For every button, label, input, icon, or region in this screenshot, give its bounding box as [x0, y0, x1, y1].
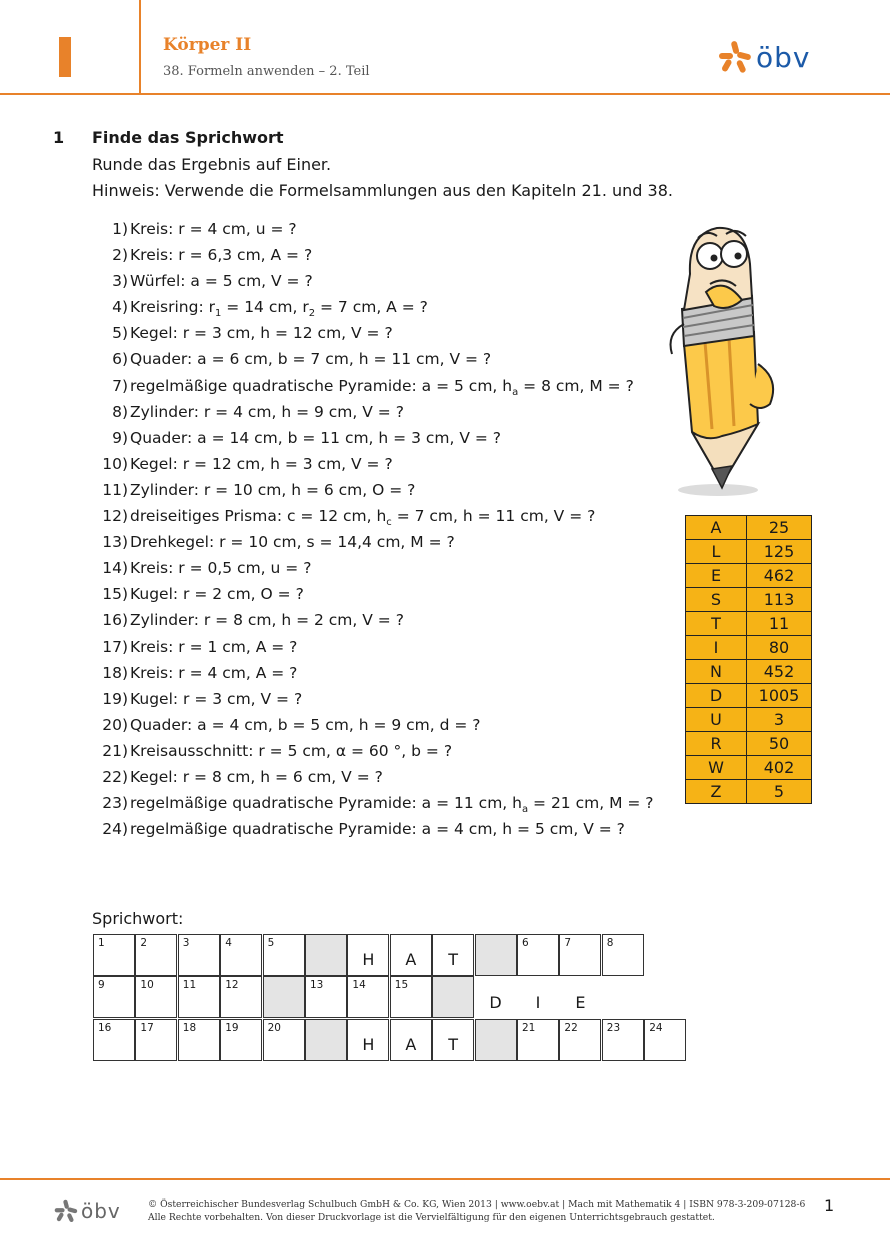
- question-text: [130, 298, 428, 320]
- obv-logo-icon: [54, 1199, 78, 1223]
- task-instruction: Runde das Ergebnis auf Einer.: [92, 155, 332, 174]
- proverb-gap-cell: [305, 934, 347, 976]
- proverb-answer-cell[interactable]: [390, 976, 432, 1018]
- answer-value: 25: [747, 516, 812, 540]
- answer-letter: S: [686, 588, 747, 612]
- answer-key-table: [685, 515, 812, 804]
- answer-value: 402: [747, 756, 812, 780]
- question-item: [92, 584, 654, 610]
- question-item: [92, 245, 654, 271]
- question-text: [130, 794, 654, 816]
- question-item: [92, 402, 654, 428]
- task-hint: Hinweis: Verwende die Formelsammlungen aus den Kapiteln 21. und 38.: [92, 181, 673, 200]
- answer-key-row: [686, 612, 812, 636]
- question-item: [92, 793, 654, 819]
- question-text-part: = 14 cm, r: [221, 298, 309, 317]
- proverb-answer-cell[interactable]: [263, 934, 305, 976]
- question-number: 13): [102, 533, 128, 552]
- question-text: Drehkegel: r = 10 cm, s = 14,4 cm, M = ?: [130, 533, 455, 552]
- cell-number: 6: [522, 937, 529, 949]
- cell-letter: H: [362, 950, 375, 969]
- chapter-title: Körper II: [163, 35, 252, 55]
- question-item: [92, 297, 654, 323]
- answer-key-row: [686, 780, 812, 804]
- answer-value: 50: [747, 732, 812, 756]
- question-text: Quader: a = 4 cm, b = 5 cm, h = 9 cm, d = ?: [130, 715, 481, 734]
- proverb-given-letter-cell: [347, 934, 389, 976]
- question-text: Kugel: r = 2 cm, O = ?: [130, 585, 304, 604]
- question-text: Zylinder: r = 8 cm, h = 2 cm, V = ?: [130, 611, 404, 630]
- proverb-given-letter-cell: [390, 1019, 432, 1061]
- proverb-answer-cell[interactable]: [347, 976, 389, 1018]
- cell-number: 14: [352, 979, 366, 992]
- cell-number: 22: [564, 1021, 578, 1034]
- question-text: Quader: a = 6 cm, b = 7 cm, h = 11 cm, V = ?: [130, 350, 492, 369]
- answer-key-row: [686, 588, 812, 612]
- question-text: [130, 507, 596, 529]
- cell-number: 19: [225, 1021, 239, 1034]
- question-item: [92, 637, 654, 663]
- proverb-answer-cell[interactable]: [178, 1019, 220, 1061]
- answer-letter: R: [686, 732, 747, 756]
- proverb-answer-cell[interactable]: [263, 1019, 305, 1061]
- cell-letter: H: [362, 1034, 375, 1054]
- cell-number: 24: [649, 1021, 663, 1034]
- question-number: 19): [102, 689, 128, 708]
- proverb-gap-cell: [305, 1019, 347, 1061]
- proverb-answer-cell[interactable]: [305, 976, 347, 1018]
- proverb-answer-cell[interactable]: [178, 934, 220, 976]
- proverb-gap-cell: [475, 1019, 517, 1061]
- question-number: 2): [112, 246, 128, 265]
- footer-rights: Alle Rechte vorbehalten. Von dieser Druckvorlage ist die Vervielfältigung für den eigenen Unterrichtsgebrauch gestattet.: [148, 1212, 715, 1223]
- proverb-answer-cell[interactable]: [559, 1019, 601, 1061]
- cell-letter: I: [535, 993, 541, 1013]
- answer-value: 462: [747, 564, 812, 588]
- proverb-gap-cell: [263, 976, 305, 1018]
- cell-number: 5: [267, 937, 275, 949]
- question-number: 1): [112, 220, 128, 238]
- cell-number: 1: [98, 937, 105, 949]
- question-text-part: = 21 cm, M = ?: [528, 794, 654, 813]
- question-text: Kegel: r = 3 cm, h = 12 cm, V = ?: [130, 324, 393, 343]
- answer-key-row: [686, 660, 812, 684]
- proverb-label: Sprichwort:: [92, 909, 184, 928]
- question-item: [92, 480, 654, 506]
- proverb-answer-cell[interactable]: [135, 976, 177, 1018]
- proverb-given-letter-cell: [390, 934, 432, 976]
- subscript: c: [386, 517, 392, 529]
- answer-letter: I: [686, 636, 747, 660]
- question-number: 24): [102, 820, 128, 839]
- question-text-part: dreiseitiges Prisma: c = 12 cm, h: [130, 507, 387, 526]
- header-divider: [139, 0, 141, 95]
- answer-letter: A: [686, 516, 747, 540]
- answer-key-row: [686, 756, 812, 780]
- question-number: 5): [112, 324, 128, 343]
- header-rule: [0, 93, 890, 95]
- cell-number: 2: [140, 937, 148, 949]
- question-number: 12): [102, 507, 128, 526]
- answer-value: 125: [747, 540, 812, 564]
- answer-key-row: [686, 732, 812, 756]
- question-text-part: = 8 cm, M = ?: [518, 376, 634, 395]
- subscript: 2: [308, 308, 316, 320]
- answer-key-row: [686, 684, 812, 708]
- obv-logo: [718, 40, 810, 74]
- answer-value: 1005: [747, 684, 812, 708]
- proverb-answer-cell[interactable]: [93, 1019, 135, 1061]
- cell-number: 12: [225, 979, 239, 992]
- cell-number: 9: [98, 979, 105, 992]
- cell-letter: A: [405, 950, 417, 969]
- answer-key-row: [686, 636, 812, 660]
- footer-copyright: © Österreichischer Bundesverlag Schulbuch GmbH & Co. KG, Wien 2013 | www.oebv.at | Mach mit Mathematik 4 | ISBN 978-3-209-07128-6: [148, 1199, 806, 1210]
- answer-value: 11: [747, 612, 812, 636]
- question-item: [92, 715, 654, 741]
- subscript: 1: [214, 308, 222, 320]
- cell-number: 18: [182, 1021, 197, 1034]
- answer-letter: Z: [686, 780, 747, 804]
- question-item: [92, 741, 654, 767]
- logo-text: öbv: [756, 40, 811, 74]
- cell-letter: T: [448, 1034, 459, 1054]
- section-subtitle: 38. Formeln anwenden – 2. Teil: [163, 64, 370, 79]
- proverb-answer-cell[interactable]: [220, 1019, 262, 1061]
- question-text: Kreis: r = 4 cm, u = ?: [130, 220, 297, 238]
- cell-number: 3: [182, 937, 190, 949]
- question-text-part: Kreisring: r: [130, 298, 215, 317]
- question-number: 4): [112, 298, 128, 317]
- cell-number: 21: [522, 1021, 536, 1034]
- answer-letter: W: [686, 756, 747, 780]
- question-item: [92, 663, 654, 689]
- task-number: 1: [53, 128, 65, 147]
- question-text: Würfel: a = 5 cm, V = ?: [130, 272, 313, 291]
- chapter-marker-bar: [59, 37, 71, 77]
- answer-key-row: [686, 708, 812, 732]
- proverb-answer-cell[interactable]: [644, 1019, 686, 1061]
- proverb-given-letter-cell: [432, 934, 474, 976]
- cell-number: 16: [98, 1021, 112, 1034]
- subscript: a: [521, 804, 529, 816]
- question-item: [92, 271, 654, 297]
- cell-number: 10: [140, 979, 154, 992]
- cell-number: 20: [267, 1021, 281, 1034]
- cell-number: 7: [564, 937, 572, 949]
- question-item: [92, 819, 654, 845]
- cell-letter: E: [575, 993, 586, 1013]
- proverb-given-letter-cell: [347, 1019, 389, 1061]
- question-text: Kegel: r = 8 cm, h = 6 cm, V = ?: [130, 767, 383, 786]
- question-text: Kreis: r = 4 cm, A = ?: [130, 663, 298, 682]
- question-text: Kreis: r = 1 cm, A = ?: [130, 637, 298, 656]
- answer-value: 113: [747, 588, 812, 612]
- question-item: [92, 428, 654, 454]
- question-item: [92, 323, 654, 349]
- proverb-answer-cell[interactable]: [178, 976, 220, 1018]
- proverb-answer-cell[interactable]: [602, 934, 644, 976]
- cell-number: 15: [394, 979, 409, 992]
- question-text: Zylinder: r = 4 cm, h = 9 cm, V = ?: [130, 402, 404, 421]
- proverb-given-letter-cell: [559, 976, 601, 1018]
- answer-letter: E: [686, 564, 747, 588]
- question-item: [92, 376, 654, 402]
- question-number: 16): [102, 611, 128, 630]
- question-number: 7): [112, 376, 128, 395]
- question-text-part: regelmäßige quadratische Pyramide: a = 11 cm, h: [130, 794, 522, 813]
- proverb-answer-cell[interactable]: [93, 976, 135, 1018]
- question-text-part: = 7 cm, h = 11 cm, V = ?: [391, 507, 596, 526]
- answer-value: 3: [747, 708, 812, 732]
- proverb-answer-cell[interactable]: [220, 976, 262, 1018]
- proverb-answer-cell[interactable]: [517, 934, 559, 976]
- question-text: Zylinder: r = 10 cm, h = 6 cm, O = ?: [130, 480, 416, 499]
- answer-key-row: [686, 540, 812, 564]
- proverb-answer-cell[interactable]: [135, 934, 177, 976]
- cell-number: 8: [606, 937, 614, 949]
- question-number: 18): [102, 663, 128, 682]
- proverb-answer-cell[interactable]: [602, 1019, 644, 1061]
- question-text: Kreisausschnitt: r = 5 cm, α = 60 °, b = ?: [130, 741, 453, 760]
- answer-value: 5: [747, 780, 812, 804]
- footer-rule: [0, 1178, 890, 1180]
- question-number: 8): [112, 402, 128, 421]
- obv-logo-icon: [718, 40, 752, 74]
- cell-number: 23: [606, 1021, 621, 1034]
- answer-value: 80: [747, 636, 812, 660]
- question-item: [92, 558, 654, 584]
- question-number: 9): [112, 428, 128, 447]
- question-text: regelmäßige quadratische Pyramide: a = 4 cm, h = 5 cm, V = ?: [130, 820, 625, 839]
- page-number: 1: [824, 1196, 835, 1215]
- question-number: 22): [102, 767, 128, 786]
- answer-letter: T: [686, 612, 747, 636]
- question-text-part: regelmäßige quadratische Pyramide: a = 5 cm, h: [130, 376, 513, 395]
- footer-logo-text: öbv: [81, 1199, 121, 1223]
- question-number: 21): [102, 741, 128, 760]
- answer-letter: L: [686, 540, 747, 564]
- proverb-answer-cell[interactable]: [93, 934, 135, 976]
- cell-letter: T: [448, 950, 459, 969]
- question-text: Kugel: r = 3 cm, V = ?: [130, 689, 303, 708]
- question-number: 11): [102, 480, 128, 499]
- pencil-mascot-illustration: [662, 214, 792, 499]
- question-number: 17): [102, 637, 128, 656]
- question-item: [92, 689, 654, 715]
- proverb-answer-cell[interactable]: [559, 934, 601, 976]
- answer-letter: U: [686, 708, 747, 732]
- question-text: Kegel: r = 12 cm, h = 3 cm, V = ?: [130, 454, 393, 473]
- proverb-given-letter-cell: [475, 976, 517, 1018]
- cell-number: 4: [225, 937, 232, 949]
- question-list: [92, 219, 654, 845]
- answer-key-row: [686, 516, 812, 540]
- proverb-answer-cell[interactable]: [517, 1019, 559, 1061]
- question-item: [92, 767, 654, 793]
- question-number: 14): [102, 559, 128, 578]
- proverb-given-letter-cell: [517, 976, 559, 1018]
- question-number: 23): [102, 794, 128, 813]
- cell-number: 17: [140, 1021, 154, 1034]
- question-text: [130, 376, 634, 398]
- proverb-answer-cell[interactable]: [220, 934, 262, 976]
- task-title: Finde das Sprichwort: [92, 128, 284, 147]
- question-text: Kreis: r = 6,3 cm, A = ?: [130, 246, 313, 265]
- question-item: [92, 219, 654, 245]
- proverb-gap-cell: [475, 934, 517, 976]
- answer-key-row: [686, 564, 812, 588]
- question-number: 3): [112, 272, 128, 291]
- question-item: [92, 532, 654, 558]
- cell-letter: A: [405, 1034, 417, 1054]
- subscript: a: [512, 386, 519, 398]
- question-number: 20): [102, 715, 128, 734]
- question-item: [92, 454, 654, 480]
- question-number: 10): [102, 454, 128, 473]
- question-number: 6): [112, 350, 128, 369]
- footer-obv-logo: [54, 1199, 121, 1223]
- question-item: [92, 610, 654, 636]
- question-text: Quader: a = 14 cm, b = 11 cm, h = 3 cm, V = ?: [130, 428, 502, 447]
- proverb-answer-cell[interactable]: [135, 1019, 177, 1061]
- question-text-part: = 7 cm, A = ?: [315, 298, 428, 317]
- answer-letter: N: [686, 660, 747, 684]
- cell-letter: D: [489, 993, 502, 1013]
- answer-value: 452: [747, 660, 812, 684]
- page-header: [0, 0, 890, 95]
- proverb-given-letter-cell: [432, 1019, 474, 1061]
- question-item: [92, 506, 654, 532]
- cell-number: 13: [310, 979, 324, 992]
- answer-letter: D: [686, 684, 747, 708]
- question-number: 15): [102, 585, 128, 604]
- question-item: [92, 349, 654, 375]
- proverb-gap-cell: [432, 976, 474, 1018]
- question-text: Kreis: r = 0,5 cm, u = ?: [130, 559, 312, 578]
- cell-number: 11: [182, 979, 197, 992]
